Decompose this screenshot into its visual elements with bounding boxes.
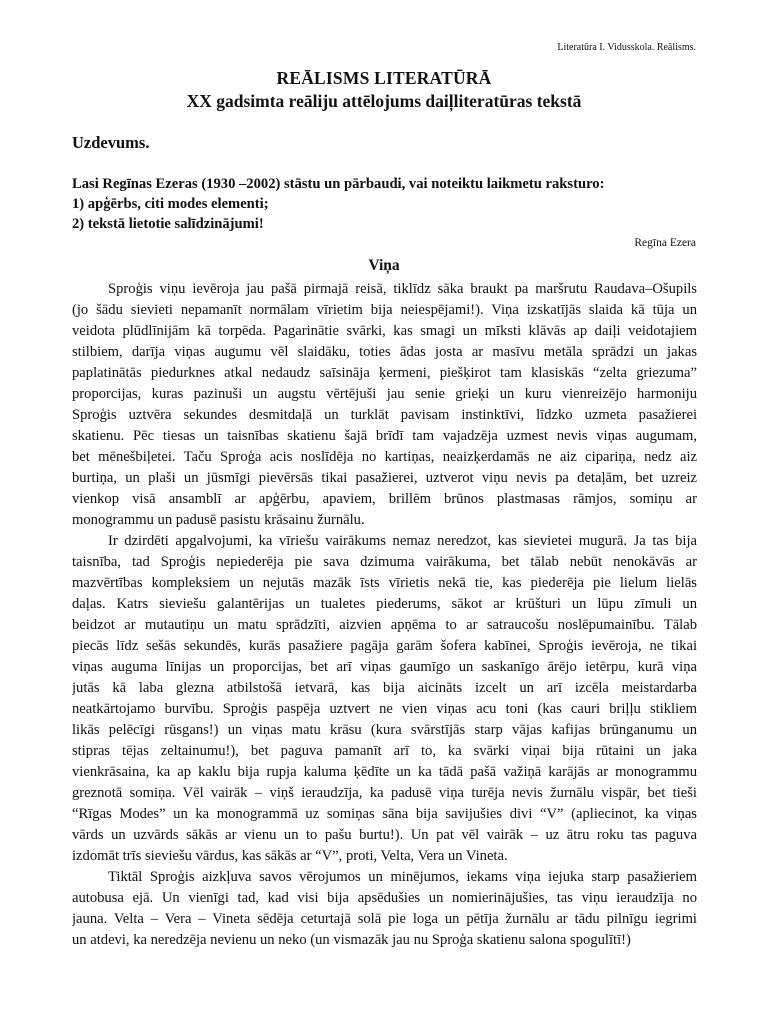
story-line: Ir dzirdēti apgalvojumi, ka vīriešu vairākums nemaz neredzot, kas sievietei mugurā. Ja tas bija [108, 533, 697, 549]
story-line: taisnība, tad Sproģis nepiederēja pie sava dzimuma vairākuma, bet tālab nebūt nenokāvās ar [72, 554, 697, 570]
story-line: “Rīgas Modes” un ka monogrammā uz somiņas sāna bija savijušies divi “V” (apliecinot, ka viņas [72, 806, 697, 822]
page-subtitle: XX gadsimta reāliju attēlojums daiļliteratūras tekstā [186, 91, 582, 111]
story-paragraph-3 [72, 867, 697, 951]
story-line: Tiktāl Sproģis aizkļuva savos vērojumos un minējumos, iekams viņa iejuka starp pasažieriem [108, 869, 697, 885]
story-line: vienkrāsaina, ka ap kaklu bija rupja kaluma ķēdīte un ka tādā pašā važiņā karājās ar monogrammu [72, 764, 697, 780]
story-line: mazvērtības kompleksiem un nejutās mazāk īsts vīrietis nekā tie, kas piederēja pie lielum lielās [72, 575, 697, 591]
story-body [72, 279, 697, 951]
story-line: skatienu. Pēc tiesas un taisnības skatienu šajā brīdī tam vajadzēja uzmest nevis viņas augumam, [72, 428, 697, 444]
story-line: bet mēnešbiļetei. Taču Sproģa acis noslīdēja no kartiņas, neaizķerdamās ne aiz cipariņa, nedz aiz [72, 449, 697, 465]
story-paragraph-2 [72, 531, 697, 867]
story-line: autobusa ejā. Un vienīgi tad, kad visi bija apsēdušies un nomierinājušies, tas viņu ieraudzīja no [72, 890, 697, 906]
story-line: neatkārtojamo burvību. Sproģis paspēja uztvert ne vien viņas acu toni (kas cauri briļļu stikliem [72, 701, 697, 717]
story-line: proporcijas, kuras pazinuši un augstu vērtējuši jau senie grieķi un kuru vienreizējo harmoniju [72, 386, 697, 402]
story-line: vienkop visā ansamblī ar apģērbu, apaviem, brillēm brūnos plastmasas rāmjos, somiņu ar [72, 491, 697, 507]
story-line: viņas auguma līnijas un proporcijas, bet arī viņas gaumīgo un saskanīgo ārējo ietērpu, kurā viņa [72, 659, 697, 675]
story-line: monogrammu un padusē pasistu krāsainu žurnālu. [72, 512, 365, 528]
story-line: Sproģis uztvēra sekundes desmitdaļā un turklāt pavisam instinktīvi, līdzko uzmeta pasažierei [72, 407, 697, 423]
story-line: (jo šādu sievieti nepamanīt normālam vīrietim bija neiespējami!). Viņa izskatījās slaida kā tūja un [72, 302, 697, 318]
story-line: greznotā somiņa. Vēl vairāk – viņš ieraudzīja, ka padusē viņa turēja nevis žurnālu vispār, bet tieši [72, 785, 697, 801]
story-line: stipras tējas zeltainumu!), bet paguva pamanīt arī to, ka svārki viņai bija rūtaini un jaka [72, 743, 697, 759]
task-item-2: 2) tekstā lietotie salīdzinājumi! [72, 216, 264, 232]
story-line: jauna. Velta – Vera – Vineta sēdēja ceturtajā solā pie loga un pētīja žurnālu ar tādu pilnīgu iegrimi [72, 911, 697, 927]
story-line: daļas. Katrs sieviešu galantērijas un tualetes piederums, sākot ar krūšturi un lūpu zīmuli un [72, 596, 697, 612]
story-paragraph-1 [72, 279, 697, 531]
story-title: Viņa [368, 257, 400, 274]
story-line: izdomāt trīs sieviešu vārdus, kas sākās ar “V”, proti, Velta, Vera un Vineta. [72, 848, 508, 864]
story-line: un atdevi, ka neredzēja nevienu un neko (un vismazāk jau nu Sproģa skatienu salona spogulītī!) [72, 932, 631, 948]
task-instruction-text: Lasi Regīnas Ezeras (1930 –2002) stāstu un pārbaudi, vai noteiktu laikmetu raksturo: [72, 176, 605, 192]
story-line: Sproģis viņu ievēroja jau pašā pirmajā reisā, tiklīdz sāka braukt pa maršrutu Raudava–Ošupils [108, 281, 697, 297]
task-instructions [72, 174, 712, 234]
running-header: Literatūra I. Vidusskola. Reālisms. [557, 42, 696, 53]
task-heading: Uzdevums. [72, 133, 150, 152]
story-author: Regīna Ezera [634, 237, 696, 249]
story-line: vārds un uzvārds sākās ar vienu un to pašu burtu!). Un pat vēl vairāk – uz ātru roku tas paguva [72, 827, 697, 843]
story-line: jutās kā laba glezna atbilstošā ietvarā, kas bija aicināts izcelt un arī izcēla meistardarba [72, 680, 697, 696]
story-line: piecās līdz sešās sekundēs, kurās pasažiere pagāja garām šofera kabīnei, Sproģis ievēroja, ne tikai [72, 638, 697, 654]
page-title: REĀLISMS LITERATŪRĀ [276, 68, 492, 88]
story-line: beidzot ar mutautiņu un matu sprādzīti, aizvien apņēma to ar satraucošu noslēpumainību. Tālab [72, 617, 697, 633]
task-item-1: 1) apģērbs, citi modes elementi; [72, 196, 269, 212]
story-line: stilbiem, darīja viņas augumu vēl slaidāku, toties ādas josta ar masīvu metāla sprādzi un jakas [72, 344, 697, 360]
story-line: veidota plūdlīnijām kā torpēda. Pagarinātie svārki, kas smagi un mīksti klāvās ap daiļi veidotajiem [72, 323, 697, 339]
title-block [0, 67, 768, 113]
story-line: likās pelēcīgi rūsgans!) un viņas matu krāsu (kura svārstījās starp vājas kafijas brūnganumu un [72, 722, 697, 738]
story-line: paplatinātās piedurknes atkal nedaudz saīsināja ķermeni, piešķirot tam klasiskās “zelta griezuma” [72, 365, 697, 381]
story-line: burtiņa, un plaši un jūsmīgi pievērsās tikai pasažierei, uztverot viņu nevis pa detaļām, bet uzreiz [72, 470, 697, 486]
